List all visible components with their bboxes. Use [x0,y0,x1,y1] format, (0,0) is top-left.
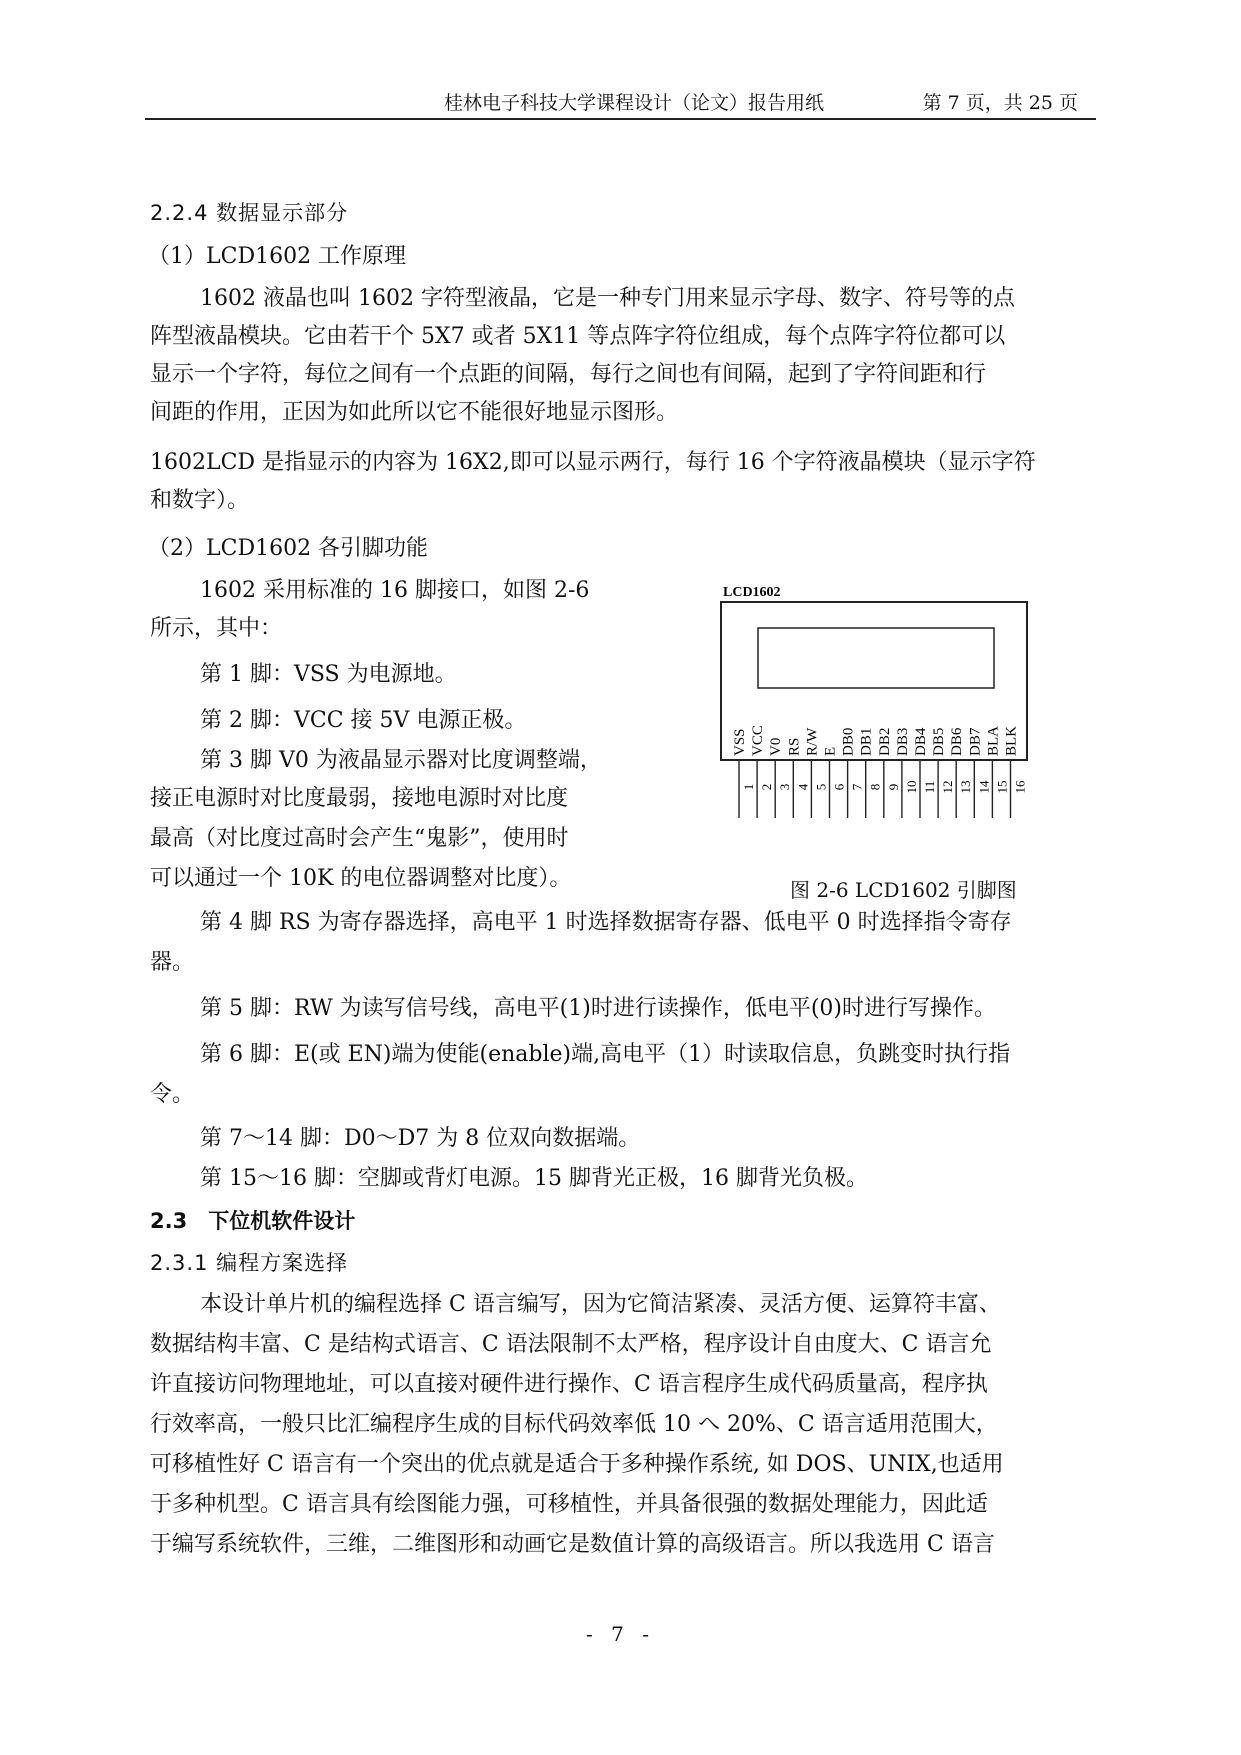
paragraph-line: 器。 [150,950,195,975]
paragraph-line: 阵型液晶模块。它由若干个 5X7 或者 5X11 等点阵字符位组成，每个点阵字符位都可以 [150,324,1006,349]
pin-4-description: 第 4 脚 RS 为寄存器选择，高电平 1 时选择数据寄存器、低电平 0 时选择指令寄存 [200,910,1012,935]
pin-number-3: 3 [777,783,793,791]
pin-number-8: 8 [867,783,883,791]
pin-label-10: DB3 [894,727,911,756]
pin-label-4: RS [786,737,803,756]
pin-number-7: 7 [849,783,865,791]
pin-number-14: 14 [976,780,992,794]
paragraph-line: 行效率高，一般只比汇编程序生成的目标代码效率低 10 へ 20%、C 语言适用范围大， [150,1412,998,1437]
figure-label: LCD1602 [723,585,781,600]
pin-label-8: DB1 [858,727,875,756]
pin-number-1: 1 [741,783,756,791]
pin-number-11: 11 [922,780,937,794]
pin-label-6: E [822,746,839,756]
paragraph-line: 可移植性好 C 语言有一个突出的优点就是适合于多种操作系统, 如 DOS、UNIX,也适用 [150,1452,1004,1477]
pin-1-description: 第 1 脚：VSS 为电源地。 [200,662,457,687]
page-header [145,84,1096,120]
paragraph-line: 许直接访问物理地址，可以直接对硬件进行操作、C 语言程序生成代码质量高，程序执 [150,1372,988,1397]
paragraph-line: 令。 [150,1082,195,1107]
pin-label-14: DB7 [967,727,984,756]
pin-number-15: 15 [994,780,1010,794]
paragraph-line: 1602 液晶也叫 1602 字符型液晶，它是一种专门用来显示字母、数字、符号等的点 [200,286,1015,311]
figure-caption: 图 2-6 LCD1602 引脚图 [790,878,1017,902]
pin-number-12: 12 [940,780,956,794]
pin-label-15: BLA [985,726,1002,756]
paragraph-line: 可以通过一个 10K 的电位器调整对比度）。 [150,866,572,891]
pin-label-1: VSS [732,728,748,756]
section-heading-2-3: 2.3 下位机软件设计 [150,1209,356,1233]
pin-label-12: DB5 [931,727,948,756]
paragraph-line: 间距的作用，正因为如此所以它不能很好地显示图形。 [150,400,679,425]
paragraph-line: 接正电源时对比度最弱，接地电源时对比度 [150,786,569,811]
paragraph-line: 于编写系统软件，三维，二维图形和动画它是数值计算的高级语言。所以我选用 C 语言 [150,1532,995,1557]
paragraph-line: 和数字）。 [150,488,250,513]
paragraph-line: 所示，其中： [150,616,283,641]
pin-label-9: DB2 [876,727,893,756]
pin-label-2: VCC [750,725,767,756]
section-heading-2-2-4: 2.2.4 数据显示部分 [150,201,349,225]
header-page-info: 第 7 页，共 25 页 [922,92,1078,114]
pin-label-13: DB6 [949,727,966,756]
pin-number-13: 13 [958,780,974,794]
lcd-display-window [758,628,994,688]
subheading-pin-functions: （2）LCD1602 各引脚功能 [148,536,429,561]
paragraph-line: 数据结构丰富、C 是结构式语言、C 语法限制不太严格，程序设计自由度大、C 语言允 [150,1332,992,1357]
pin-labels [732,725,1028,818]
pin-number-6: 6 [831,783,847,791]
paragraph-line: 1602LCD 是指显示的内容为 16X2,即可以显示两行，每行 16 个字符液晶模块（显示字符 [150,450,1036,475]
pin-5-description: 第 5 脚：RW 为读写信号线，高电平(1)时进行读操作，低电平(0)时进行写操作。 [200,996,996,1021]
page-number: - 7 - [586,1622,655,1646]
lcd1602-pin-diagram [720,582,1030,822]
pin-2-description: 第 2 脚：VCC 接 5V 电源正极。 [200,708,527,733]
pin-7-14-description: 第 7～14 脚：D0～D7 为 8 位双向数据端。 [200,1126,641,1151]
pin-number-10: 10 [903,780,919,794]
pin-label-16: BLK [1003,726,1020,756]
header-title: 桂林电子科技大学课程设计（论文）报告用纸 [444,92,825,114]
pin-number-16: 16 [1012,780,1028,794]
subheading-lcd-principle: （1）LCD1602 工作原理 [148,244,407,269]
paragraph-line: 本设计单片机的编程选择 C 语言编写，因为它简洁紧凑、灵活方便、运算符丰富、 [200,1292,1001,1317]
pin-label-3: V0 [768,737,785,756]
pin-3-description: 第 3 脚 V0 为液晶显示器对比度调整端， [200,748,602,773]
pin-number-2: 2 [759,783,775,791]
paragraph-line: 1602 采用标准的 16 脚接口，如图 2-6 [200,578,590,603]
pin-label-5: R/W [804,727,821,756]
paragraph-line: 于多种机型。C 语言具有绘图能力强，可移植性，并具备很强的数据处理能力，因此适 [150,1492,988,1517]
pin-label-7: DB0 [840,727,857,756]
pin-15-16-description: 第 15～16 脚：空脚或背灯电源。15 脚背光正极，16 脚背光负极。 [200,1166,868,1191]
section-heading-2-3-1: 2.3.1 编程方案选择 [150,1251,349,1275]
pin-label-11: DB4 [913,727,929,756]
paragraph-line: 最高（对比度过高时会产生“鬼影”，使用时 [150,826,569,851]
pin-6-description: 第 6 脚：E(或 EN)端为使能(enable)端,高电平（1）时读取信息，负跳变时执行指 [200,1042,1011,1067]
pin-number-9: 9 [885,783,901,791]
pin-number-4: 4 [795,783,811,791]
pin-number-5: 5 [813,783,829,791]
paragraph-line: 显示一个字符，每位之间有一个点距的间隔，每行之间也有间隔，起到了字符间距和行 [150,362,987,387]
